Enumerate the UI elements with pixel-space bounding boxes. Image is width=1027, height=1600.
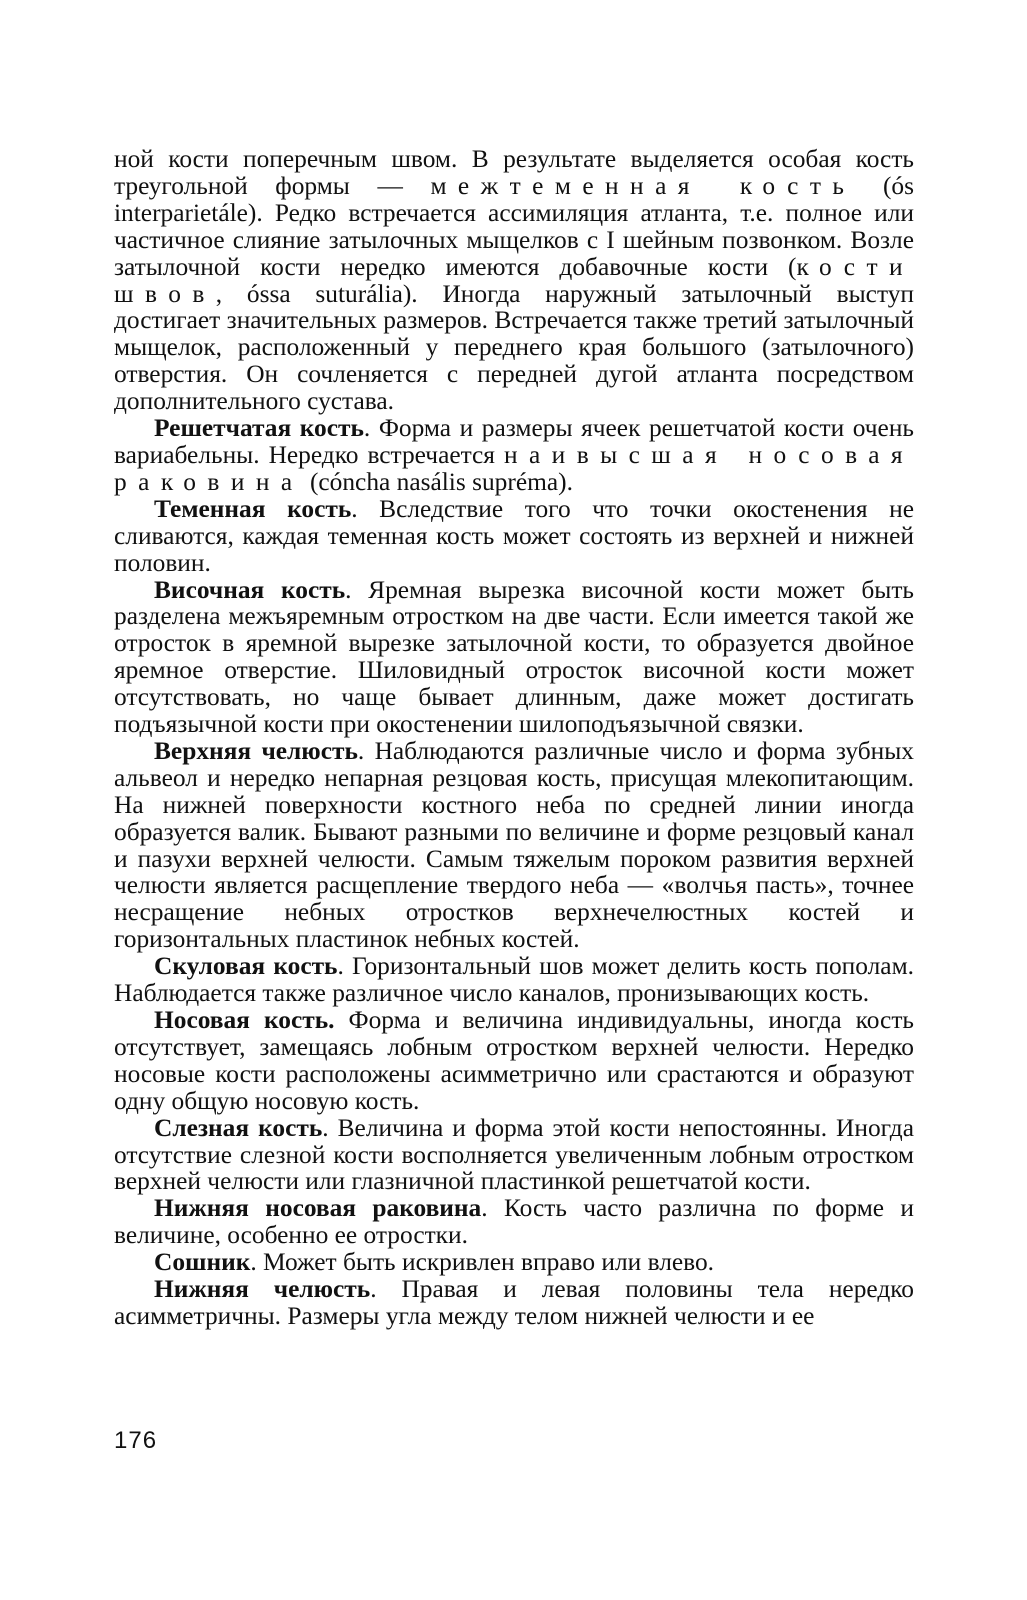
bold-term: Решетчатая кость [154, 414, 364, 443]
paragraph-zygomatic [114, 953, 914, 1007]
text-run: . Может быть искривлен вправо или влево. [250, 1248, 715, 1277]
paragraph-parietal [114, 496, 914, 577]
spaced-term: межтеменная кость [430, 171, 856, 200]
bold-term: Скуловая кость [154, 952, 338, 981]
text-run: . Горизонтальный шов может делить кость пополам. Наблюдается также различное число каналов, пронизывающих кость. [114, 952, 914, 1008]
bold-term: Слезная кость [154, 1113, 323, 1142]
text-run: . Величина и форма этой кости непостоянны. Иногда отсутствие слезной кости восполняется увеличенным лобным отростком верхней челюсти или глазничной пластинкой решетчатой кости. [114, 1113, 914, 1196]
spaced-term: наивысшая носовая раковина [114, 440, 914, 496]
paragraph-lacrimal [114, 1115, 914, 1196]
paragraph-vomer [114, 1249, 914, 1276]
bold-term: Сошник [154, 1248, 251, 1277]
bold-term: Теменная кость [154, 494, 352, 523]
bold-term: Носовая кость. [154, 1006, 335, 1034]
spaced-term: кости швов [114, 252, 914, 308]
paragraph-maxilla [114, 738, 914, 953]
page-text [114, 146, 914, 1330]
text-run: (cóncha nasális supréma). [303, 467, 573, 496]
paragraph-continuation [114, 146, 914, 415]
text-run: . Вследствие того что точки окостенения не сливаются, каждая теменная кость может состоять из верхней и нижней половин. [114, 494, 914, 577]
text-run: (ós interparietále). Редко встречается ассимиляция атланта, т.е. полное или частичное слияние затылочных мыщелков с I шейным позвонком. Возле затылочной кости нередко имеются добавочные кости ( [114, 171, 914, 281]
text-run: . Кость часто различна по форме и величине, особенно ее отростки. [114, 1194, 914, 1250]
paragraph-ethmoid [114, 415, 914, 496]
text-run: , óssa suturália). Иногда наружный затылочный выступ достигает значительных размеров. Встречается также третий затылочный мыщелок, расположенный у переднего края большого (затылочного) отверстия. Он сочленяется с передней дугой атланта посредством дополнительного сустава. [114, 279, 914, 416]
paragraph-mandible [114, 1276, 914, 1330]
page-number: 176 [114, 1427, 158, 1454]
paragraph-temporal [114, 577, 914, 738]
text-run: . Форма и размеры ячеек решетчатой кости очень вариабельны. Нередко встречается [114, 414, 914, 469]
text-run: . Яремная вырезка височной кости может быть разделена межъяремным отростком на две части. Если имеется такой же отросток в яремной вырезке затылочной кости, то образуется двойное яремное отверстие. Шиловидный отросток височной кости может отсутствовать, но чаще бывает длинным, даже может достигать подъязычной кости при окостенении шилоподъязычной связки. [114, 575, 914, 739]
bold-term: Височная кость [154, 575, 346, 604]
text-run: . Правая и левая половины тела нередко асимметричны. Размеры угла между телом нижней челюсти и ее [114, 1275, 914, 1330]
text-run: Форма и величина индивидуальны, иногда кость отсутствует, замещаясь лобным отростком верхней челюсти. Нередко носовые кости расположены асимметрично или срастаются и образуют одну общую носовую кость. [114, 1006, 914, 1115]
bold-term: Верхняя челюсть [154, 736, 358, 765]
paragraph-inferior-concha [114, 1195, 914, 1249]
bold-term: Нижняя челюсть [154, 1275, 371, 1304]
bold-term: Нижняя носовая раковина [154, 1194, 482, 1223]
text-run: ной кости поперечным швом. В результате выделяется особая кость треугольной формы — [114, 145, 914, 200]
paragraph-nasal [114, 1007, 914, 1115]
text-run: . Наблюдаются различные число и форма зубных альвеол и нередко непарная резцовая кость, присущая млекопитающим. На нижней поверхности костного неба по средней линии иногда образуется валик. Бывают разными по величине и форме резцовый канал и пазухи верхней челюсти. Самым тяжелым пороком развития верхней челюсти является расщепление твердого неба — «волчья пасть», точнее несращение небных отростков верхнечелюстных костей и горизонтальных пластинок небных костей. [114, 736, 914, 954]
